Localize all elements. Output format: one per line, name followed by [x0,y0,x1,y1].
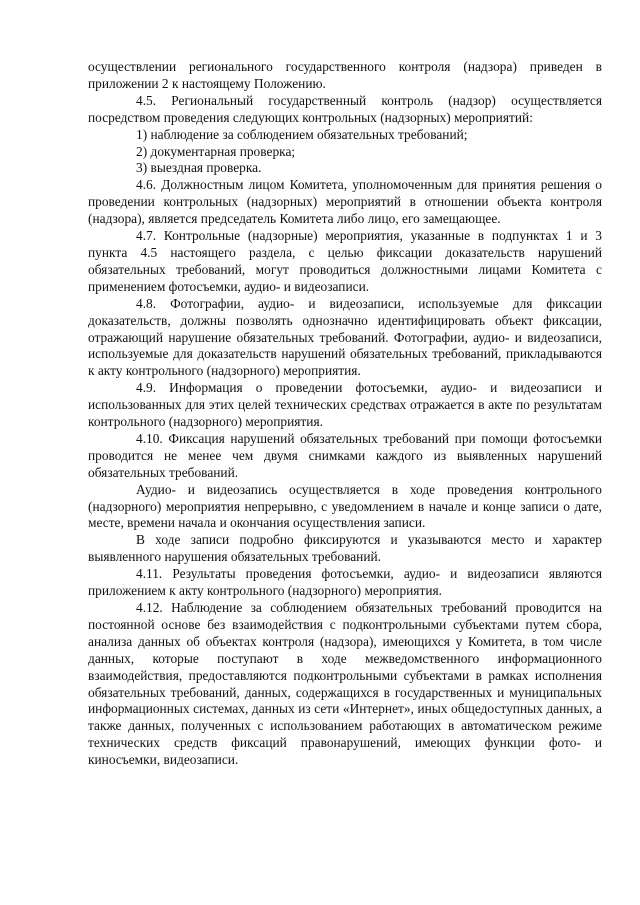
paragraph-continuation: осуществлении регионального государственного контроля (надзора) приведен в приложении 2 к настоящему Положению. [88,59,602,91]
list-item-documentary-check: 2) документарная проверка; [136,143,296,159]
paragraph-audio-video: Аудио- и видеозапись осуществляется в ходе проведения контрольного (надзорного) мероприятия непрерывно, с уведомлением в начале и конце записи о дате, месте, времени начала и окончания осуществления записи. [88,481,602,531]
paragraph-4-8: 4.8. Фотографии, аудио- и видеозаписи, используемые для фиксации доказательств, должны позволять однозначно идентифицировать объект фиксации, отражающий нарушение обязательных требований. Фотографии, аудио- и видеозаписи, используемые для доказательств нарушений обязательных требований, прикладываются к акту контрольного (надзорного) мероприятия. [88,295,602,379]
paragraph-record-details: В ходе записи подробно фиксируются и указываются место и характер выявленного нарушения обязательных требований. [88,532,602,565]
list-item-field-check: 3) выездная проверка. [136,160,262,176]
list-item-observation: 1) наблюдение за соблюдением обязательных требований; [136,126,468,142]
paragraph-4-7: 4.7. Контрольные (надзорные) мероприятия, указанные в подпунктах 1 и 3 пункта 4.5 настоящего раздела, с целью фиксации доказательств нарушений обязательных требований, могут проводиться должностными лицами Комитета с применением фотосъемки, аудио- и видеозаписи. [88,228,602,294]
paragraph-4-11: 4.11. Результаты проведения фотосъемки, аудио- и видеозаписи являются приложением к акту контрольного (надзорного) мероприятия. [88,566,602,599]
paragraph-4-12: 4.12. Наблюдение за соблюдением обязательных требований проводится на постоянной основе без взаимодействия с подконтрольными субъектами путем сбора, анализа данных об объектах контроля (надзора), имеющихся у Комитета, в том числе данных, которые поступают в ходе межведомственного информационного взаимодействия, предоставляются подконтрольными субъектами в рамках исполнения обязательных требований, данных, содержащихся в государственных и муниципальных информационных системах, данных из сети «Интернет», иных общедоступных данных, а также данных, полученных с использованием работающих в автоматическом режиме технических средств фиксаций правонарушений, имеющих функции фото- и киносъемки, видеозаписи. [88,600,602,768]
paragraph-4-9: 4.9. Информация о проведении фотосъемки, аудио- и видеозаписи и использованных для этих целей технических средствах отражается в акте по результатам контрольного (надзорного) мероприятия. [88,380,602,430]
paragraph-4-5: 4.5. Региональный государственный контроль (надзор) осуществляется посредством проведения следующих контрольных (надзорных) мероприятий: [88,92,602,125]
paragraph-4-6: 4.6. Должностным лицом Комитета, уполномоченным для принятия решения о проведении контрольных (надзорных) мероприятий в отношении объекта контроля (надзора), является председатель Комитета либо лицо, его замещающее. [88,177,602,227]
paragraph-4-10: 4.10. Фиксация нарушений обязательных требований при помощи фотосъемки проводится не менее чем двумя снимками каждого из выявленных нарушений обязательных требований. [88,430,602,480]
document-page [88,59,602,769]
